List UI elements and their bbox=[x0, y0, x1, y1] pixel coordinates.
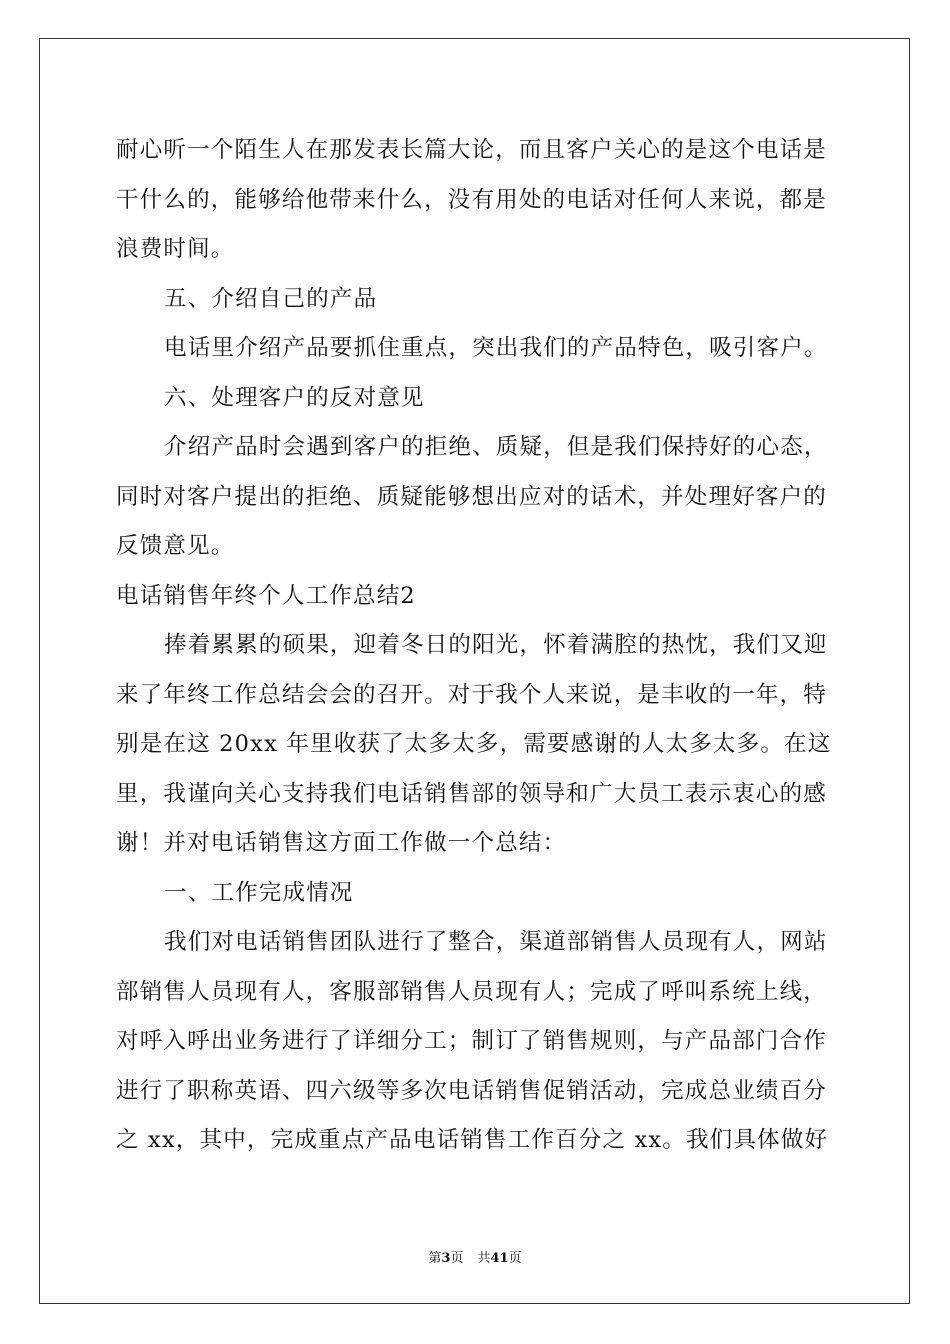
paragraph-line: 之 xx，其中，完成重点产品电话销售工作百分之 xx。我们具体做好 bbox=[116, 1127, 829, 1153]
total-suffix: 页 bbox=[508, 1251, 522, 1266]
paragraph-line: 捧着累累的硕果，迎着冬日的阳光，怀着满腔的热忱，我们又迎 bbox=[164, 632, 828, 658]
paragraph-line: 进行了职称英语、四六级等多次电话销售促销活动，完成总业绩百分 bbox=[116, 1077, 828, 1104]
section-heading: 一、工作完成情况 bbox=[164, 879, 354, 906]
paragraph-line: 同时对客户提出的拒绝、质疑能够想出应对的话术，并处理好客户的 bbox=[116, 483, 828, 510]
paragraph-line: 反馈意见。 bbox=[116, 533, 235, 559]
paragraph-line: 我们对电话销售团队进行了整合，渠道部销售人员现有人，网站 bbox=[164, 929, 828, 955]
paragraph-line: 电话里介绍产品要抓住重点，突出我们的产品特色，吸引客户。 bbox=[164, 335, 828, 361]
paragraph-line: 浪费时间。 bbox=[116, 236, 235, 262]
paragraph-line: 别是在这 20xx 年里收获了太多太多，需要感谢的人太多太多。在这 bbox=[116, 731, 832, 757]
paragraph-line: 对呼入呼出业务进行了详细分工；制订了销售规则，与产品部门合作 bbox=[116, 1028, 828, 1054]
page-prefix: 第 bbox=[428, 1251, 442, 1266]
page-current: 3 bbox=[441, 1251, 451, 1266]
paragraph-line: 耐心听一个陌生人在那发表长篇大论，而且客户关心的是这个电话是 bbox=[116, 137, 828, 163]
page-suffix: 页 bbox=[450, 1251, 464, 1266]
paragraph-line: 谢！并对电话销售这方面工作做一个总结： bbox=[116, 830, 567, 856]
paragraph-line: 干什么的，能够给他带来什么，没有用处的电话对任何人来说，都是 bbox=[116, 186, 828, 213]
paragraph-line: 来了年终工作总结会会的召开。对于我个人来说，是丰收的一年，特 bbox=[116, 681, 828, 708]
section-title: 电话销售年终个人工作总结2 bbox=[116, 582, 416, 609]
page-total: 41 bbox=[490, 1251, 509, 1266]
section-heading: 五、介绍自己的产品 bbox=[164, 285, 378, 312]
document-body bbox=[116, 126, 836, 1166]
paragraph-line: 部销售人员现有人，客服部销售人员现有人；完成了呼叫系统上线， bbox=[116, 978, 828, 1005]
paragraph-line: 里，我谨向关心支持我们电话销售部的领导和广大员工表示衷心的感 bbox=[116, 780, 828, 807]
page-footer bbox=[0, 1247, 950, 1266]
total-prefix: 共 bbox=[477, 1251, 491, 1266]
paragraph-line: 介绍产品时会遇到客户的拒绝、质疑，但是我们保持好的心态， bbox=[164, 434, 828, 460]
section-heading: 六、处理客户的反对意见 bbox=[164, 384, 425, 411]
